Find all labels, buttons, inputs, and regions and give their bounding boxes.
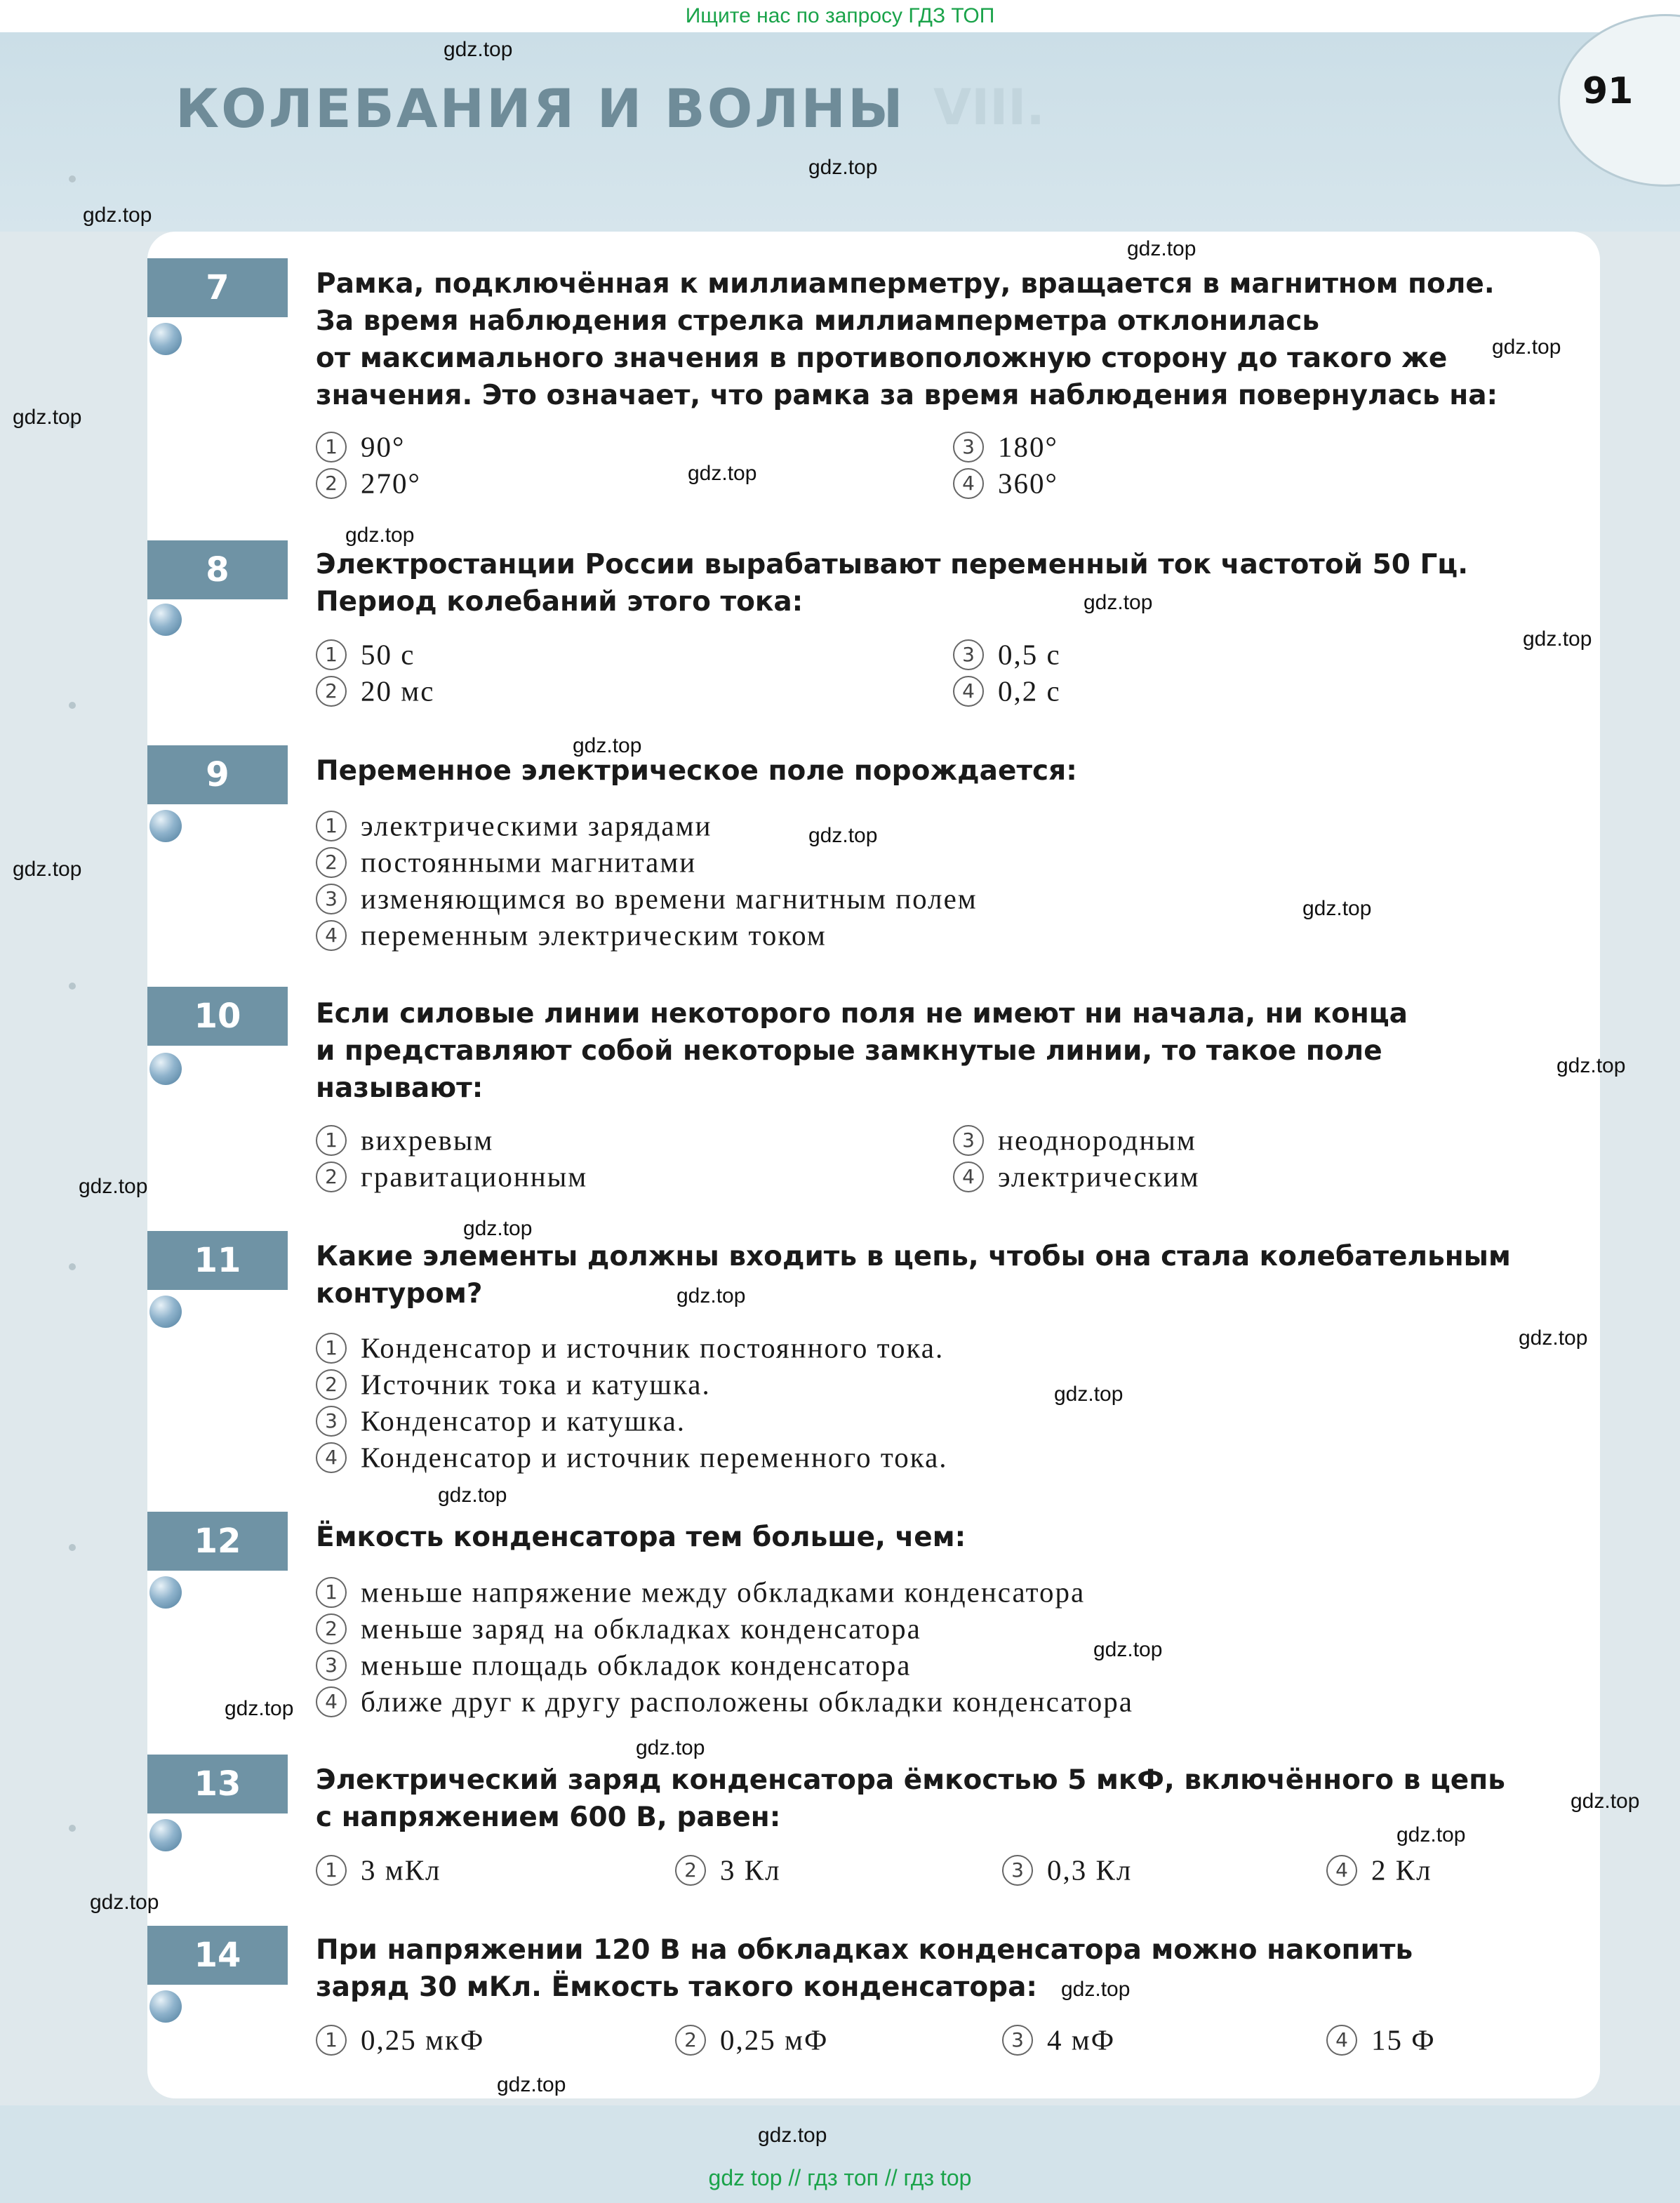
option-text: 270° bbox=[361, 467, 421, 500]
watermark: gdz.top bbox=[13, 858, 82, 881]
answer-option[interactable] bbox=[316, 842, 696, 879]
option-text: Конденсатор и катушка. bbox=[361, 1404, 686, 1437]
answer-option[interactable] bbox=[316, 1572, 1085, 1609]
option-text: 0,3 Кл bbox=[1047, 1853, 1133, 1886]
question-number-box: 14 bbox=[147, 1926, 288, 1985]
question-line: За время наблюдения стрелка миллиамперметра отклонилась bbox=[316, 305, 1320, 337]
chapter-title: КОЛЕБАНИЯ И ВОЛНЫ bbox=[175, 77, 905, 140]
option-number: 3 bbox=[316, 1650, 347, 1681]
watermark: gdz.top bbox=[444, 38, 513, 61]
watermark: gdz.top bbox=[1556, 1054, 1626, 1077]
option-text: 360° bbox=[998, 467, 1058, 500]
watermark: gdz.top bbox=[1084, 591, 1153, 614]
watermark: gdz.top bbox=[758, 2124, 827, 2147]
option-text: меньше заряд на обкладках конденсатора bbox=[361, 1612, 921, 1645]
answer-option[interactable] bbox=[1002, 2020, 1115, 2057]
option-number: 3 bbox=[953, 1125, 984, 1156]
option-number: 1 bbox=[316, 639, 347, 670]
question-line: контуром? bbox=[316, 1278, 483, 1310]
question-line: от максимального значения в противоположную сторону до такого же bbox=[316, 342, 1448, 374]
watermark: gdz.top bbox=[808, 824, 878, 847]
option-text: 3 мКл bbox=[361, 1853, 441, 1886]
bullet-icon bbox=[149, 1053, 182, 1085]
answer-option[interactable] bbox=[675, 1850, 781, 1887]
watermark: gdz.top bbox=[90, 1891, 159, 1914]
watermark: gdz.top bbox=[636, 1736, 705, 1759]
option-number: 3 bbox=[953, 639, 984, 670]
question-number-box: 7 bbox=[147, 258, 288, 317]
option-text: меньше напряжение между обкладками конденсатора bbox=[361, 1576, 1086, 1609]
question-number-box: 8 bbox=[147, 540, 288, 599]
watermark: gdz.top bbox=[676, 1284, 746, 1307]
bullet-icon bbox=[149, 1819, 182, 1851]
answer-option[interactable] bbox=[953, 463, 1058, 500]
answer-option[interactable] bbox=[316, 1609, 921, 1646]
option-text: 15 Ф bbox=[1371, 2023, 1436, 2056]
option-text: неоднородным bbox=[998, 1124, 1196, 1157]
option-text: 0,5 с bbox=[998, 638, 1061, 671]
option-number: 2 bbox=[675, 2025, 706, 2056]
option-number: 4 bbox=[316, 1686, 347, 1717]
question-line: Какие элементы должны входить в цепь, чтобы она стала колебательным bbox=[316, 1241, 1511, 1272]
option-number: 2 bbox=[316, 468, 347, 499]
answer-option[interactable] bbox=[316, 671, 434, 708]
watermark: gdz.top bbox=[83, 204, 152, 227]
option-number: 3 bbox=[953, 432, 984, 462]
option-number: 1 bbox=[316, 811, 347, 841]
question-text bbox=[316, 1762, 1523, 1836]
answer-option[interactable] bbox=[316, 463, 421, 500]
answer-option[interactable] bbox=[316, 2020, 484, 2057]
watermark: gdz.top bbox=[1302, 897, 1372, 920]
watermark: gdz.top bbox=[1127, 237, 1196, 260]
watermark: gdz.top bbox=[688, 462, 757, 485]
question-line: значения. Это означает, что рамка за время наблюдения повернулась на: bbox=[316, 380, 1498, 411]
answer-option[interactable] bbox=[316, 806, 712, 843]
option-text: электрическими зарядами bbox=[361, 809, 712, 842]
watermark: gdz.top bbox=[1061, 1978, 1131, 2001]
answer-option[interactable] bbox=[316, 1401, 686, 1438]
question-text bbox=[316, 1238, 1523, 1312]
option-number: 2 bbox=[316, 847, 347, 878]
binding-hole bbox=[69, 702, 76, 709]
question-line: Период колебаний этого тока: bbox=[316, 586, 804, 618]
bullet-icon bbox=[149, 1296, 182, 1328]
answer-option[interactable] bbox=[316, 634, 415, 672]
answer-option[interactable] bbox=[316, 1682, 1133, 1719]
answer-option[interactable] bbox=[316, 1328, 944, 1365]
option-text: гравитационным bbox=[361, 1160, 588, 1193]
option-number: 4 bbox=[316, 1442, 347, 1473]
option-text: 180° bbox=[998, 430, 1058, 463]
watermark: gdz.top bbox=[1093, 1638, 1163, 1661]
option-number: 4 bbox=[1326, 1855, 1357, 1886]
question-line: Рамка, подключённая к миллиамперметру, вращается в магнитном поле. bbox=[316, 268, 1495, 300]
question-line: Ёмкость конденсатора тем больше, чем: bbox=[316, 1522, 966, 1553]
option-text: электрическим bbox=[998, 1160, 1200, 1193]
question-line: заряд 30 мКл. Ёмкость такого конденсатора: bbox=[316, 1971, 1038, 2003]
watermark: gdz.top bbox=[1396, 1823, 1466, 1846]
option-number: 1 bbox=[316, 1577, 347, 1608]
question-line: называют: bbox=[316, 1072, 484, 1104]
option-number: 2 bbox=[316, 1369, 347, 1400]
watermark: gdz.top bbox=[225, 1697, 294, 1720]
top-banner[interactable]: Ищите нас по запросу ГДЗ ТОП bbox=[0, 0, 1680, 32]
watermark: gdz.top bbox=[1519, 1326, 1588, 1350]
question-line: При напряжении 120 В на обкладках конденсатора можно накопить bbox=[316, 1934, 1413, 1966]
option-text: изменяющимся во времени магнитным полем bbox=[361, 882, 978, 915]
answer-option[interactable] bbox=[316, 915, 827, 952]
question-text bbox=[316, 995, 1523, 1107]
question-text bbox=[316, 1931, 1523, 2006]
answer-option[interactable] bbox=[316, 1437, 948, 1475]
question-text bbox=[316, 752, 1523, 790]
question-line: Электростанции России вырабатывают переменный ток частотой 50 Гц. bbox=[316, 549, 1469, 580]
option-text: ближе друг к другу расположены обкладки конденсатора bbox=[361, 1685, 1133, 1718]
bullet-icon bbox=[149, 1576, 182, 1609]
option-text: меньше площадь обкладок конденсатора bbox=[361, 1649, 912, 1682]
option-number: 1 bbox=[316, 432, 347, 462]
binding-hole bbox=[69, 983, 76, 990]
option-number: 4 bbox=[316, 920, 347, 951]
option-text: 2 Кл bbox=[1371, 1853, 1432, 1886]
option-text: 20 мс bbox=[361, 674, 435, 707]
option-text: вихревым bbox=[361, 1124, 494, 1157]
option-number: 1 bbox=[316, 1125, 347, 1156]
watermark: gdz.top bbox=[1571, 1790, 1640, 1813]
answer-option[interactable] bbox=[675, 2020, 828, 2057]
answer-option[interactable] bbox=[953, 634, 1061, 672]
question-number-box: 13 bbox=[147, 1755, 288, 1813]
binding-hole bbox=[69, 1825, 76, 1832]
watermark: gdz.top bbox=[1523, 627, 1592, 651]
question-number-box: 10 bbox=[147, 987, 288, 1046]
question-text bbox=[316, 546, 1523, 620]
option-number: 2 bbox=[316, 676, 347, 707]
option-number: 1 bbox=[316, 2025, 347, 2056]
answer-option[interactable] bbox=[316, 427, 405, 464]
option-number: 3 bbox=[1002, 1855, 1033, 1886]
option-text: постоянными магнитами bbox=[361, 846, 697, 879]
watermark: gdz.top bbox=[808, 156, 878, 179]
answer-option[interactable] bbox=[316, 1120, 493, 1157]
option-text: Источник тока и катушка. bbox=[361, 1368, 711, 1401]
option-number: 2 bbox=[316, 1162, 347, 1192]
option-text: 50 с bbox=[361, 638, 415, 671]
question-number-box: 11 bbox=[147, 1231, 288, 1290]
watermark: gdz.top bbox=[1054, 1383, 1124, 1406]
question-line: и представляют собой некоторые замкнутые линии, то такое поле bbox=[316, 1035, 1382, 1067]
question-line: с напряжением 600 В, равен: bbox=[316, 1802, 781, 1833]
answer-option[interactable] bbox=[316, 1157, 587, 1194]
answer-option[interactable] bbox=[1002, 1850, 1132, 1887]
binding-hole bbox=[69, 1544, 76, 1551]
answer-option[interactable] bbox=[953, 1120, 1196, 1157]
question-line: Электрический заряд конденсатора ёмкостью 5 мкФ, включённого в цепь bbox=[316, 1764, 1505, 1796]
option-number: 3 bbox=[316, 1406, 347, 1437]
option-text: переменным электрическим током bbox=[361, 919, 827, 952]
option-number: 3 bbox=[316, 884, 347, 914]
bullet-icon bbox=[149, 1990, 182, 2023]
watermark: gdz.top bbox=[13, 406, 82, 429]
question-text bbox=[316, 265, 1523, 414]
option-number: 4 bbox=[953, 676, 984, 707]
bullet-icon bbox=[149, 810, 182, 842]
watermark: gdz.top bbox=[497, 2073, 566, 2096]
answer-option[interactable] bbox=[953, 1157, 1200, 1194]
option-number: 4 bbox=[953, 1162, 984, 1192]
watermark: gdz.top bbox=[1492, 335, 1561, 359]
chapter-number-ghost: VIII. bbox=[933, 79, 1045, 136]
option-text: 0,2 с bbox=[998, 674, 1061, 707]
option-text: Конденсатор и источник постоянного тока. bbox=[361, 1331, 945, 1364]
option-text: 0,25 мкФ bbox=[361, 2023, 485, 2056]
option-number: 4 bbox=[1326, 2025, 1357, 2056]
option-text: 90° bbox=[361, 430, 406, 463]
option-text: 0,25 мФ bbox=[720, 2023, 829, 2056]
watermark: gdz.top bbox=[438, 1484, 507, 1507]
watermark: gdz.top bbox=[345, 524, 415, 547]
option-number: 1 bbox=[316, 1855, 347, 1886]
question-line: Если силовые линии некоторого поля не имеют ни начала, ни конца bbox=[316, 998, 1408, 1030]
answer-option[interactable] bbox=[1326, 2020, 1436, 2057]
answer-option[interactable] bbox=[316, 1850, 441, 1887]
option-text: 3 Кл bbox=[720, 1853, 781, 1886]
bullet-icon bbox=[149, 323, 182, 355]
question-number-box: 12 bbox=[147, 1512, 288, 1571]
answer-option[interactable] bbox=[953, 671, 1061, 708]
page-number: 91 bbox=[1582, 70, 1634, 112]
answer-option[interactable] bbox=[1326, 1850, 1432, 1887]
option-number: 2 bbox=[675, 1855, 706, 1886]
answer-option[interactable] bbox=[316, 879, 978, 916]
binding-hole bbox=[69, 1263, 76, 1270]
question-number-box: 9 bbox=[147, 745, 288, 804]
watermark: gdz.top bbox=[463, 1217, 533, 1240]
footer-links[interactable]: gdz top // гдз топ // гдз top bbox=[708, 2165, 972, 2190]
bullet-icon bbox=[149, 604, 182, 636]
option-text: Конденсатор и источник переменного тока. bbox=[361, 1441, 948, 1474]
question-text bbox=[316, 1519, 1523, 1556]
binding-hole bbox=[69, 175, 76, 182]
watermark: gdz.top bbox=[79, 1175, 148, 1198]
watermark: gdz.top bbox=[573, 734, 642, 757]
answer-option[interactable] bbox=[316, 1364, 711, 1402]
option-number: 4 bbox=[953, 468, 984, 499]
question-line: Переменное электрическое поле порождается: bbox=[316, 755, 1077, 787]
option-number: 3 bbox=[1002, 2025, 1033, 2056]
option-number: 1 bbox=[316, 1333, 347, 1364]
answer-option[interactable] bbox=[953, 427, 1058, 464]
option-text: 4 мФ bbox=[1047, 2023, 1116, 2056]
answer-option[interactable] bbox=[316, 1645, 911, 1682]
option-number: 2 bbox=[316, 1613, 347, 1644]
